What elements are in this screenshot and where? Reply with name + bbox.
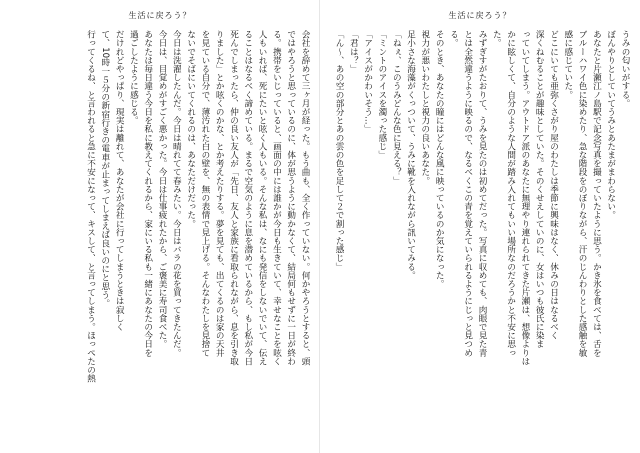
- text-line: 会社を辞めて三ヶ月が経った。もう曲も、全く作っていない。何かやろうとすると、頭: [300, 30, 310, 366]
- text-line: りました」とか呟くのかな、とか考えたりする。夢を見ても、出てくるのは家の天井: [214, 30, 225, 357]
- text-line: 過ごしたように感じる。: [128, 30, 139, 125]
- text-line: ないでそばにいてくれるのは、あなただけだった。: [185, 30, 196, 228]
- text-line: かに眩しくて、自分のような人間が踏み入れてもいい場所なのだろうかと不安に思っ: [505, 30, 516, 357]
- text-line: だけれどやっぱり、現実は離れて、あなたが会社に行ってしまうときは寂しく: [114, 30, 125, 331]
- text-line: ぼんやりとしていてうみとあたまがまわらない。: [605, 30, 616, 220]
- text-line: 「アイスがかわいそう…」: [362, 30, 373, 134]
- text-line: そのとき、あなたの瞳にはどんな風に映っているのか気になった。: [434, 30, 445, 288]
- text-line: る。: [448, 30, 459, 48]
- text-line: 「ミントのアイスを濁った感じ」: [376, 30, 387, 159]
- right-page-header: 生活に戻ろう？: [448, 11, 512, 20]
- text-line: る。携帯をいじっていると、画面の中には誰かが今日も生きていて、幸せなことを呟く: [271, 30, 282, 366]
- text-line: とは全然違うように映るので、なるべくこの青を覚えていられるようにじっと見つめ: [462, 30, 473, 357]
- left-page-header: 生活に戻ろう？: [128, 11, 192, 20]
- text-line: 今日は、目覚めがすごく悪かった。今日は仕事疲れたから、ご褒美に寿司食べた。: [157, 30, 168, 349]
- text-line: 「ねぇ、このうみどんな色に見える？」: [391, 30, 402, 185]
- right-page-body: [332, 30, 632, 442]
- text-line: みずぎすがたおりて、うみを見たのは初めてだった。写真に収めても、肉眼で見た青: [477, 30, 488, 357]
- text-line: 深くねむることが趣味としていた。そのくせえしていのに、女はいつも彼氏に染ま: [534, 30, 545, 349]
- text-line: どこにいても亜弥くさがり屋のわたしは季節に興味はなく、休みの日はなるべく: [548, 30, 559, 340]
- text-line: 足小さな海藻がくっついて、うみに靴を入れながら訊いてみる。: [405, 30, 416, 280]
- text-line: た。: [491, 30, 502, 48]
- left-page-body: [12, 30, 312, 442]
- text-line: 「ん〜、あの空の部分とあの雲の色を足して２で割った感じ」: [334, 30, 345, 271]
- text-line: て、10時一５分の新宿行きの電車が止まってしまえば良いのにと思う。: [99, 30, 110, 308]
- text-line: あなたと片瀬江ノ島駅で記念写真を撮っていたように思う。かき氷を食べては、舌を: [591, 30, 602, 357]
- text-line: 人もいれば、死にたいと呟く人もいる。そんな私は、なにも発信をしないでいて、伝え: [257, 30, 268, 366]
- text-line: 視力が悪いわたしと視力の良いあなた。: [419, 30, 430, 185]
- text-line: うみの匂いがする。: [620, 30, 630, 108]
- text-line: 死んでしまったら、仲の良い友人が「先日、友人と家族に看取られながら、息を引き取: [228, 30, 239, 366]
- text-line: あなたは毎日違う今日を私に教えてくれるから、家にいる私も一緒にあなたの今日を: [142, 30, 153, 357]
- text-line: を見ている自分で、薄汚れた白の壁を、無の表情で見上げる。そんなわたしを見捨て: [199, 30, 210, 357]
- text-line: 行ってくるね、と言われると急に不安になって、キスして、と言ってしまう。ほっぺたの熱: [85, 30, 96, 383]
- text-line: 今日は洗濯したんだ。今日は晴れてて春みたい。今日はバラの花を買ってきたんだ。: [171, 30, 182, 357]
- text-line: 「君は？」: [348, 30, 359, 73]
- text-line: っていてしまう。アウトドア派のあなたに無理やり連れられてきた片瀬は、想像よりは: [519, 30, 530, 366]
- text-line: ブルーハワイ色に染めたり、急な階段をのぼりながら、汗のじんわりとした感触を敏: [577, 30, 588, 357]
- text-line: ることはなるべく諦めている。まるで空気のように息を潜めているから、もし私が今日: [242, 30, 253, 366]
- text-line: 感に感じていた。: [562, 30, 573, 99]
- text-line: ではやろうと思っているのに、体が思うように動かなくて、結局何もせずに一日が終わ: [285, 30, 296, 366]
- right-page: [320, 0, 640, 453]
